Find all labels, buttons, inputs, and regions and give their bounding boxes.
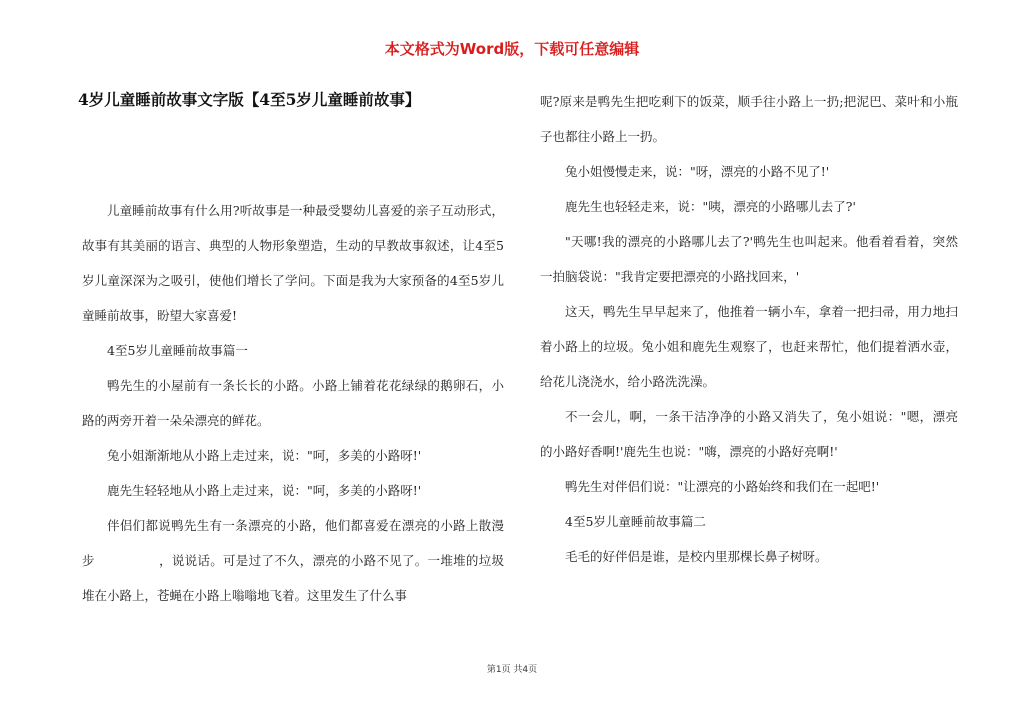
story-paragraph: "天哪!我的漂亮的小路哪儿去了?'鸭先生也叫起来。他看着看着，突然一拍脑袋说："我肯定要把漂亮的小路找回来，' bbox=[540, 234, 958, 284]
section-heading-1: 4至5岁儿童睡前故事篇一 bbox=[107, 343, 248, 358]
story-paragraph: 鸭先生对伴侣们说："让漂亮的小路始终和我们在一起吧!' bbox=[565, 479, 880, 494]
story-text-part: 伴侣们都说鸭先生有一条漂亮的小路，他们都喜爱在漂亮的小路上散漫步 bbox=[82, 518, 504, 568]
story-paragraph: 鸭先生的小屋前有一条长长的小路。小路上铺着花花绿绿的鹅卵石，小路的两旁开着一朵朵漂亮的鲜花。 bbox=[82, 378, 504, 428]
story-text-part: ，说说话。可是过了不久，漂亮的小路不见了。一堆堆的垃圾堆在小路上，苍蝇在小路上嗡嗡地飞着。这里发生了什么事 bbox=[82, 553, 504, 603]
story-paragraph: 这天，鸭先生早早起来了，他推着一辆小车，拿着一把扫帚，用力地扫着小路上的垃圾。兔小姐和鹿先生观察了，也赶来帮忙，他们提着洒水壶，给花儿浇浇水，给小路洗洗澡。 bbox=[540, 304, 958, 389]
story-paragraph bbox=[82, 508, 504, 613]
story-paragraph: 鹿先生也轻轻走来，说："咦，漂亮的小路哪儿去了?' bbox=[565, 199, 856, 214]
left-column bbox=[78, 84, 504, 613]
document-title: 4岁儿童睡前故事文字版【4至5岁儿童睡前故事】 bbox=[78, 90, 421, 109]
story-paragraph: 不一会儿，啊，一条干洁净净的小路又消失了，兔小姐说："嗯，漂亮的小路好香啊!'鹿先生也说："嗨，漂亮的小路好亮啊!' bbox=[540, 409, 958, 459]
page-number: 第1页 共4页 bbox=[486, 665, 538, 675]
story-paragraph: 鹿先生轻轻地从小路上走过来，说："呵，多美的小路呀!' bbox=[107, 483, 422, 498]
story-paragraph: 兔小姐慢慢走来，说："呀，漂亮的小路不见了!' bbox=[565, 164, 830, 179]
section-heading-2: 4至5岁儿童睡前故事篇二 bbox=[565, 514, 706, 529]
story-paragraph: 毛毛的好伴侣是谁，是校内里那棵长鼻子树呀。 bbox=[565, 549, 828, 564]
story-paragraph: 兔小姐渐渐地从小路上走过来，说："呵，多美的小路呀!' bbox=[107, 448, 422, 463]
right-column bbox=[540, 84, 958, 574]
intro-paragraph: 儿童睡前故事有什么用?听故事是一种最受婴幼儿喜爱的亲子互动形式，故事有其美丽的语言、典型的人物形象塑造，生动的早教故事叙述，让4至5岁儿童深深为之吸引，使他们增长了学问。下面是我为大家预备的4至5岁儿童睡前故事，盼望大家喜爱! bbox=[82, 203, 504, 323]
edit-notice-banner: 本文格式为Word版，下载可任意编辑 bbox=[384, 40, 640, 58]
story-paragraph: 呢?原来是鸭先生把吃剩下的饭菜，顺手往小路上一扔;把泥巴、菜叶和小瓶子也都往小路上一扔。 bbox=[540, 94, 958, 144]
